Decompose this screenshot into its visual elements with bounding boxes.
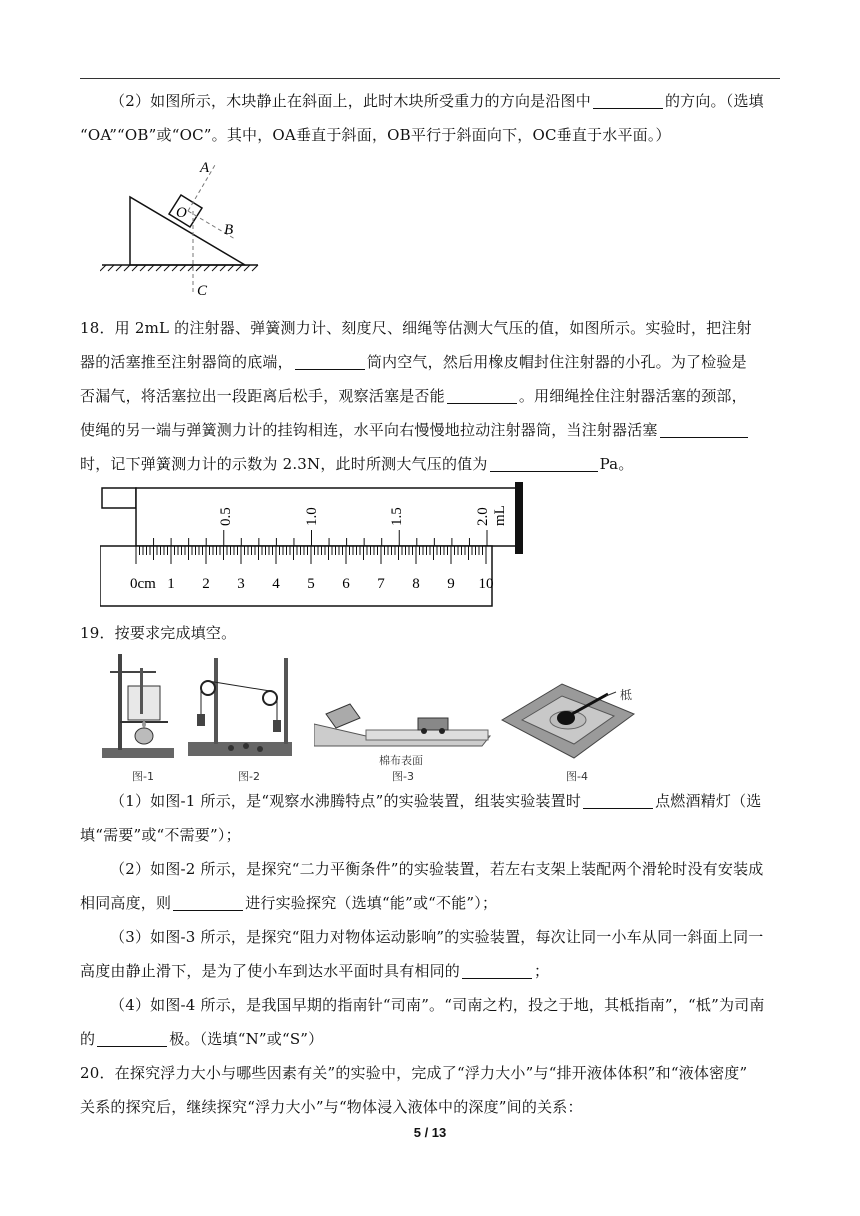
ruler-number: 1	[167, 576, 175, 592]
q20-line1: 20．在探究浮力大小与哪些因素有关”的实验中，完成了“浮力大小”与“排开液体体积”和“液体密度”	[80, 1064, 748, 1082]
q19-s3-line2	[80, 954, 780, 988]
q17-2-line2: “OA”“OB”或“OC”。其中，OA垂直于斜面，OB平行于斜面向下，OC垂直于水平面。）	[80, 126, 671, 144]
q19-s3-b: 高度由静止滑下，是为了使小车到达水平面时具有相同的	[80, 962, 461, 980]
answer-blank[interactable]	[173, 894, 243, 911]
q18-line4-a: 使绳的另一端与弹簧测力计的挂钩相连，水平向右慢慢地拉动注射器筒，当注射器活塞	[80, 421, 658, 439]
fig1-stand	[118, 654, 122, 750]
q18-line2	[80, 345, 780, 379]
fig3-cart	[418, 718, 448, 730]
q19-s4-line1: （4）如图-4 所示，是我国早期的指南针“司南”。“司南之杓，投之于地，其柢指南”，“柢”为司南	[110, 996, 765, 1014]
q19-s4-c: 极。（选填“N”或“S”）	[169, 1030, 324, 1048]
q19-s4-line2	[80, 1022, 780, 1056]
answer-blank[interactable]	[593, 92, 663, 109]
fig1-boiling-apparatus	[100, 650, 180, 762]
label-c: C	[197, 283, 208, 299]
answer-blank[interactable]	[583, 792, 653, 809]
q17-2-part1: （2）如图所示，木块静止在斜面上，此时木块所受重力的方向是沿图中	[110, 92, 591, 110]
fig3-ramp-apparatus	[314, 696, 494, 752]
fig1-alcohol-lamp	[135, 728, 153, 744]
syringe-unit: mL	[492, 505, 508, 526]
syringe-ruler-figure	[100, 480, 530, 610]
q19-s2-line1: （2）如图-2 所示，是探究“二力平衡条件”的实验装置，若左右支架上装配两个滑轮时没有安装成	[110, 860, 764, 878]
ruler-number: 3	[237, 576, 245, 592]
q19-s4-b: 的	[80, 1030, 96, 1048]
ruler-number: 10	[478, 576, 494, 592]
fig4-si-nan	[498, 680, 638, 766]
fig2-pulley-apparatus	[186, 654, 296, 762]
incline-figure	[100, 155, 260, 300]
q18-line2-a: 器的活塞推至注射器筒的底端，	[80, 353, 293, 371]
q19-s2-line2	[80, 886, 780, 920]
q18-line3	[80, 379, 780, 413]
syringe-mark: 1.5	[389, 507, 405, 526]
q19-title: 19．按要求完成填空。	[80, 624, 237, 642]
caption-fig1: 图-1	[132, 770, 154, 783]
q19-s1-b: 点燃酒精灯（选	[655, 792, 762, 810]
q19-s1-line1	[80, 784, 780, 818]
q18-line5	[80, 447, 780, 481]
header-rule	[80, 78, 780, 79]
q19-s2-c: 进行实验探究（选填“能”或“不能”）；	[245, 894, 498, 912]
fig1-beaker	[128, 686, 160, 720]
caption-fig2: 图-2	[238, 770, 260, 783]
ruler-number: 8	[412, 576, 420, 592]
syringe-mark: 2.0	[475, 507, 491, 526]
q18-line2-b: 筒内空气，然后用橡皮帽封住注射器的小孔。为了检验是	[366, 353, 747, 371]
page-number: 5 / 13	[413, 1125, 447, 1140]
syringe-mark: 0.5	[218, 507, 234, 526]
fig3-cloth-surface	[366, 730, 488, 740]
ruler-number: 2	[202, 576, 210, 592]
ruler-number: 9	[447, 576, 455, 592]
caption-fig4: 图-4	[566, 770, 588, 783]
q18-line3-a: 否漏气，将活塞拉出一段距离后松手，观察活塞是否能	[80, 387, 445, 405]
caption-fig3: 图-3	[392, 770, 414, 783]
q19-s3-c: ；	[534, 962, 550, 980]
fig4-handle-label: 柢	[620, 688, 633, 702]
ruler-number: 6	[342, 576, 350, 592]
fig3-cart-on-slope	[326, 704, 360, 728]
answer-blank[interactable]	[490, 455, 598, 472]
syringe-mark: 1.0	[304, 507, 320, 526]
label-a: A	[200, 160, 210, 176]
ground-hatching	[100, 265, 258, 271]
syringe-flange	[515, 482, 523, 554]
ruler-number: 7	[377, 576, 385, 592]
fig2-base	[188, 742, 292, 756]
label-o: O	[176, 205, 187, 221]
q19-s1-a: （1）如图-1 所示，是“观察水沸腾特点”的实验装置，组装实验装置时	[110, 792, 582, 810]
q19-s3-line1: （3）如图-3 所示，是探究“阻力对物体运动影响”的实验装置，每次让同一小车从同一斜面上同一	[110, 928, 764, 946]
fig1-thermometer	[140, 668, 143, 714]
fig2-right-pulley	[263, 691, 277, 705]
fig1-base	[102, 748, 174, 758]
label-b: B	[224, 222, 234, 238]
q18-line5-a: 时，记下弹簧测力计的示数为 2.3N，此时所测大气压的值为	[80, 455, 488, 473]
plunger-rod	[102, 488, 136, 508]
syringe-barrel	[136, 488, 516, 546]
ruler-number: 5	[307, 576, 315, 592]
answer-blank[interactable]	[660, 421, 748, 438]
answer-blank[interactable]	[462, 962, 532, 979]
q18-line1: 18．用 2mL 的注射器、弹簧测力计、刻度尺、细绳等估测大气压的值，如图所示。实验时，把注射	[80, 319, 752, 337]
q20-line2: 关系的探究后，继续探究“浮力大小”与“物体浸入液体中的深度”间的关系：	[80, 1098, 583, 1116]
q19-s2-b: 相同高度，则	[80, 894, 172, 912]
fig3-surface-label: 棉布表面	[379, 754, 423, 767]
answer-blank[interactable]	[295, 353, 365, 370]
q17-2-text	[80, 84, 780, 118]
answer-blank[interactable]	[97, 1030, 167, 1047]
fig2-left-pulley	[201, 681, 215, 695]
q18-line3-b: 。用细绳拴住注射器活塞的颈部，	[518, 387, 747, 405]
answer-blank[interactable]	[447, 387, 517, 404]
q17-2-part2: 的方向。（选填	[664, 92, 764, 110]
ruler-number: 0cm	[130, 576, 156, 592]
ruler-number: 4	[272, 576, 280, 592]
q19-s1-line2: 填“需要”或“不需要”）；	[80, 826, 241, 844]
q18-line5-b: Pa。	[599, 455, 634, 473]
q18-line4	[80, 413, 780, 447]
